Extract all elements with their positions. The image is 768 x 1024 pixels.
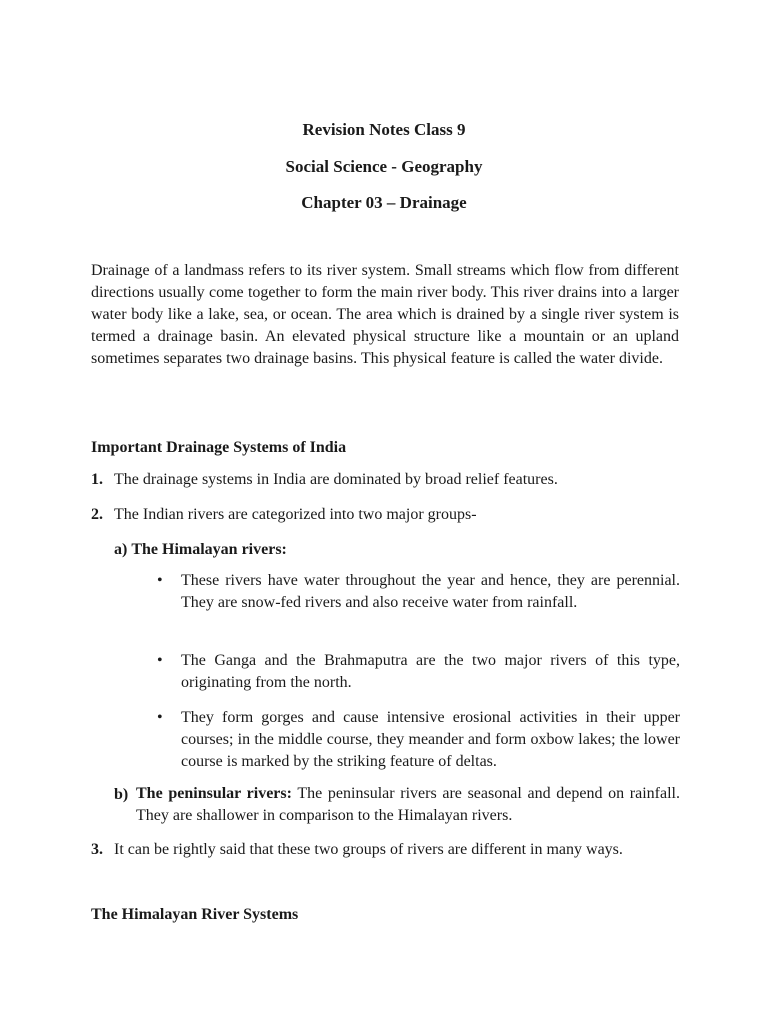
doc-title-line3: Chapter 03 – Drainage [301,193,467,212]
list-number-1: 1. [91,471,103,488]
section-heading-drainage-systems: Important Drainage Systems of India [91,439,347,456]
list-number-3: 3. [91,841,103,858]
list-number-2: 2. [91,506,103,523]
list-item-1: The drainage systems in India are dominated by broad relief features. [114,471,558,488]
bullet-item-3: They form gorges and cause intensive erosional activities in their upper courses; in the middle course, they meander and form oxbow lakes; the lower course is marked by the striking feature of deltas. [181,709,680,770]
sublist-b-letter: b) [114,786,129,803]
bullet-item-2: The Ganga and the Brahmaputra are the two major rivers of this type, originating from the north. [181,652,680,691]
section-heading-himalayan-systems: The Himalayan River Systems [91,906,299,923]
sublist-b [136,783,680,827]
sublist-b-title: The peninsular rivers: [136,785,292,802]
doc-title-line1: Revision Notes Class 9 [302,120,466,139]
bullet-icon: • [157,652,163,669]
doc-title-line2: Social Science - Geography [285,157,483,176]
bullet-item-1: These rivers have water throughout the year and hence, they are perennial. They are snow-fed rivers and also receive water from rainfall. [181,572,680,611]
bullet-icon: • [157,709,163,726]
sublist-a-title: The Himalayan rivers: [131,541,287,558]
list-item-2: The Indian rivers are categorized into two major groups- [114,506,477,523]
sublist-a-label: a) [114,541,128,558]
sublist-a [114,540,287,560]
sublist-b-label [114,785,128,805]
bullet-icon: • [157,572,163,589]
intro-paragraph: Drainage of a landmass refers to its river system. Small streams which flow from different directions usually come together to form the main river body. This river drains into a larger water body like a lake, sea, or ocean. The area which is drained by a single river system is termed a drainage basin. An elevated physical structure like a mountain or an upland sometimes separates two drainage basins. This physical feature is called the water divide. [91,262,679,367]
list-item-3: It can be rightly said that these two groups of rivers are different in many ways. [114,841,623,858]
sublist-b-text: The peninsular rivers are seasonal and depend on rainfall. They are shallower in comparison to the Himalayan rivers. [136,785,681,824]
